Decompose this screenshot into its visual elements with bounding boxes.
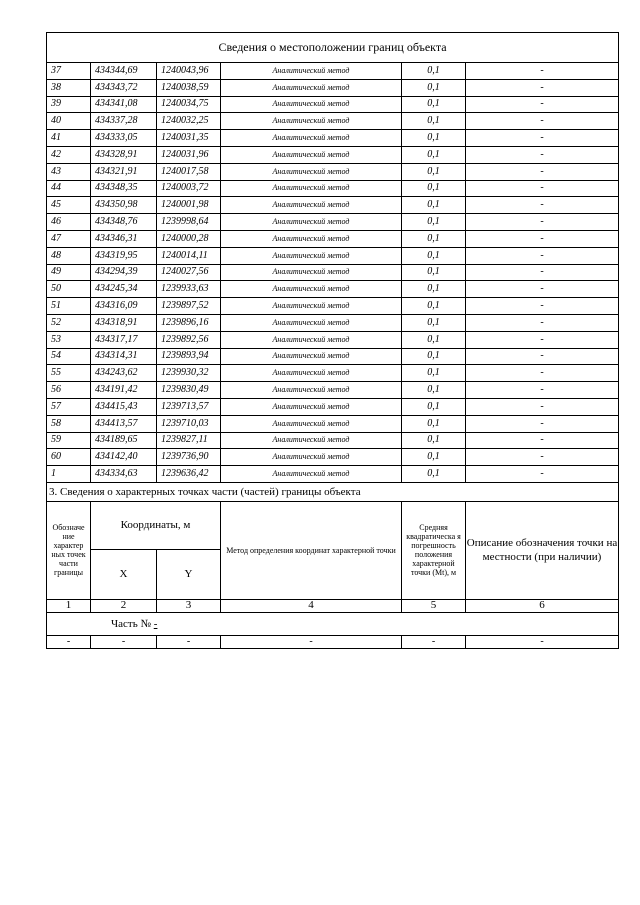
coord-x: 434341,08 [91, 96, 157, 113]
description: - [466, 281, 619, 298]
description: - [466, 79, 619, 96]
coord-y: 1240031,96 [157, 146, 221, 163]
method: Аналитический метод [221, 365, 402, 382]
table-row [47, 96, 619, 113]
description: - [466, 96, 619, 113]
error-value: 0,1 [402, 247, 466, 264]
table-row [47, 79, 619, 96]
coord-y: 1239636,42 [157, 466, 221, 483]
error-value: 0,1 [402, 163, 466, 180]
col-number: 5 [402, 599, 466, 612]
part-row [47, 612, 619, 635]
method: Аналитический метод [221, 398, 402, 415]
error-value: 0,1 [402, 230, 466, 247]
part-value: - [153, 617, 158, 630]
error-value: 0,1 [402, 449, 466, 466]
section-3-title: 3. Сведения о характерных точках части (частей) границы объекта [47, 482, 619, 501]
method: Аналитический метод [221, 230, 402, 247]
method: Аналитический метод [221, 79, 402, 96]
coord-y: 1239827,11 [157, 432, 221, 449]
description: - [466, 197, 619, 214]
table-row [47, 466, 619, 483]
error-value: 0,1 [402, 113, 466, 130]
description: - [466, 466, 619, 483]
coord-x: 434318,91 [91, 314, 157, 331]
coord-x: 434191,42 [91, 382, 157, 399]
table-row [47, 163, 619, 180]
coord-x: 434334,63 [91, 466, 157, 483]
table-title: Сведения о местоположении границ объекта [47, 33, 619, 63]
point-number: 56 [47, 382, 91, 399]
error-value: 0,1 [402, 348, 466, 365]
coord-x: 434350,98 [91, 197, 157, 214]
empty-cell: - [47, 635, 91, 648]
point-number: 47 [47, 230, 91, 247]
header-coords: Координаты, м [91, 501, 221, 549]
empty-part-row [47, 635, 619, 648]
coord-y: 1239933,63 [157, 281, 221, 298]
table-row [47, 264, 619, 281]
point-number: 39 [47, 96, 91, 113]
coord-y: 1239998,64 [157, 214, 221, 231]
error-value: 0,1 [402, 214, 466, 231]
table-row [47, 180, 619, 197]
header-x: X [91, 549, 157, 599]
empty-cell: - [466, 635, 619, 648]
error-value: 0,1 [402, 466, 466, 483]
point-number: 1 [47, 466, 91, 483]
method: Аналитический метод [221, 130, 402, 147]
description: - [466, 432, 619, 449]
method: Аналитический метод [221, 281, 402, 298]
error-value: 0,1 [402, 63, 466, 80]
coord-y: 1239896,16 [157, 314, 221, 331]
description: - [466, 398, 619, 415]
error-value: 0,1 [402, 365, 466, 382]
table-row [47, 247, 619, 264]
error-value: 0,1 [402, 180, 466, 197]
table-row [47, 314, 619, 331]
table-row [47, 130, 619, 147]
table-row [47, 281, 619, 298]
method: Аналитический метод [221, 113, 402, 130]
point-number: 60 [47, 449, 91, 466]
description: - [466, 163, 619, 180]
col-number: 1 [47, 599, 91, 612]
header-row-1 [47, 501, 619, 549]
description: - [466, 146, 619, 163]
coord-y: 1240032,25 [157, 113, 221, 130]
point-number: 52 [47, 314, 91, 331]
point-number: 50 [47, 281, 91, 298]
coord-x: 434328,91 [91, 146, 157, 163]
empty-cell: - [402, 635, 466, 648]
method: Аналитический метод [221, 96, 402, 113]
header-method: Метод определения координат характерной точки [221, 501, 402, 599]
description: - [466, 214, 619, 231]
table-row [47, 197, 619, 214]
point-number: 41 [47, 130, 91, 147]
description: - [466, 449, 619, 466]
col-number: 3 [157, 599, 221, 612]
coord-y: 1240027,56 [157, 264, 221, 281]
error-value: 0,1 [402, 432, 466, 449]
section-3-title-row [47, 482, 619, 501]
description: - [466, 382, 619, 399]
error-value: 0,1 [402, 281, 466, 298]
point-number: 59 [47, 432, 91, 449]
coord-y: 1239897,52 [157, 298, 221, 315]
coord-y: 1240003,72 [157, 180, 221, 197]
description: - [466, 331, 619, 348]
coord-x: 434294,39 [91, 264, 157, 281]
description: - [466, 365, 619, 382]
coord-y: 1239710,03 [157, 415, 221, 432]
header-point: Обозначе ние характер ных точек части границы [47, 501, 91, 599]
description: - [466, 247, 619, 264]
coord-x: 434245,34 [91, 281, 157, 298]
header-y: Y [157, 549, 221, 599]
table-title-row [47, 33, 619, 63]
coord-x: 434314,31 [91, 348, 157, 365]
coord-x: 434344,69 [91, 63, 157, 80]
description: - [466, 113, 619, 130]
coord-x: 434317,17 [91, 331, 157, 348]
coord-x: 434337,28 [91, 113, 157, 130]
coord-x: 434333,05 [91, 130, 157, 147]
coord-x: 434343,72 [91, 79, 157, 96]
coord-x: 434316,09 [91, 298, 157, 315]
coord-x: 434415,43 [91, 398, 157, 415]
method: Аналитический метод [221, 331, 402, 348]
description: - [466, 264, 619, 281]
coord-x: 434189,65 [91, 432, 157, 449]
point-number: 43 [47, 163, 91, 180]
description: - [466, 63, 619, 80]
coord-y: 1239736,90 [157, 449, 221, 466]
col-number: 4 [221, 599, 402, 612]
table-row [47, 214, 619, 231]
coord-y: 1240017,58 [157, 163, 221, 180]
description: - [466, 348, 619, 365]
method: Аналитический метод [221, 466, 402, 483]
method: Аналитический метод [221, 163, 402, 180]
error-value: 0,1 [402, 298, 466, 315]
description: - [466, 415, 619, 432]
coordinates-sheet [46, 32, 618, 649]
error-value: 0,1 [402, 398, 466, 415]
coord-y: 1240001,98 [157, 197, 221, 214]
table-row [47, 146, 619, 163]
method: Аналитический метод [221, 314, 402, 331]
point-number: 58 [47, 415, 91, 432]
table-row [47, 230, 619, 247]
error-value: 0,1 [402, 79, 466, 96]
table-row [47, 348, 619, 365]
description: - [466, 130, 619, 147]
error-value: 0,1 [402, 314, 466, 331]
coord-y: 1240034,75 [157, 96, 221, 113]
coord-x: 434348,35 [91, 180, 157, 197]
description: - [466, 230, 619, 247]
point-number: 55 [47, 365, 91, 382]
point-number: 57 [47, 398, 91, 415]
table-row [47, 398, 619, 415]
method: Аналитический метод [221, 382, 402, 399]
method: Аналитический метод [221, 348, 402, 365]
coord-x: 434243,62 [91, 365, 157, 382]
empty-cell: - [157, 635, 221, 648]
error-value: 0,1 [402, 415, 466, 432]
part-label-cell [47, 612, 619, 635]
point-number: 42 [47, 146, 91, 163]
column-numbers-row [47, 599, 619, 612]
header-desc: Описание обозначения точки на местности (при наличии) [466, 501, 619, 599]
method: Аналитический метод [221, 432, 402, 449]
coord-x: 434346,31 [91, 230, 157, 247]
table-row [47, 63, 619, 80]
coord-y: 1240038,59 [157, 79, 221, 96]
point-number: 40 [47, 113, 91, 130]
header-error: Средняя квадратическа я погрешность положения характерной точки (Mt), м [402, 501, 466, 599]
point-number: 49 [47, 264, 91, 281]
error-value: 0,1 [402, 96, 466, 113]
description: - [466, 314, 619, 331]
table-row [47, 415, 619, 432]
point-number: 37 [47, 63, 91, 80]
empty-cell: - [91, 635, 157, 648]
coord-x: 434142,40 [91, 449, 157, 466]
method: Аналитический метод [221, 415, 402, 432]
table-row [47, 449, 619, 466]
error-value: 0,1 [402, 264, 466, 281]
point-number: 38 [47, 79, 91, 96]
method: Аналитический метод [221, 449, 402, 466]
coord-y: 1239930,32 [157, 365, 221, 382]
method: Аналитический метод [221, 197, 402, 214]
method: Аналитический метод [221, 63, 402, 80]
coord-y: 1240043,96 [157, 63, 221, 80]
method: Аналитический метод [221, 247, 402, 264]
col-number: 2 [91, 599, 157, 612]
method: Аналитический метод [221, 146, 402, 163]
coord-y: 1240000,28 [157, 230, 221, 247]
coord-x: 434348,76 [91, 214, 157, 231]
error-value: 0,1 [402, 130, 466, 147]
coord-y: 1239893,94 [157, 348, 221, 365]
boundary-table [46, 32, 619, 649]
point-number: 48 [47, 247, 91, 264]
point-number: 45 [47, 197, 91, 214]
point-number: 46 [47, 214, 91, 231]
description: - [466, 298, 619, 315]
empty-cell: - [221, 635, 402, 648]
coord-y: 1240014,11 [157, 247, 221, 264]
point-number: 51 [47, 298, 91, 315]
point-number: 44 [47, 180, 91, 197]
coord-y: 1239713,57 [157, 398, 221, 415]
coord-x: 434413,57 [91, 415, 157, 432]
method: Аналитический метод [221, 180, 402, 197]
table-row [47, 365, 619, 382]
coord-x: 434319,95 [91, 247, 157, 264]
method: Аналитический метод [221, 214, 402, 231]
table-row [47, 382, 619, 399]
table-row [47, 113, 619, 130]
error-value: 0,1 [402, 197, 466, 214]
table-row [47, 331, 619, 348]
coord-y: 1240031,35 [157, 130, 221, 147]
col-number: 6 [466, 599, 619, 612]
coord-x: 434321,91 [91, 163, 157, 180]
method: Аналитический метод [221, 298, 402, 315]
description: - [466, 180, 619, 197]
coord-y: 1239892,56 [157, 331, 221, 348]
error-value: 0,1 [402, 331, 466, 348]
table-row [47, 298, 619, 315]
part-label: Часть № [111, 617, 151, 630]
point-number: 53 [47, 331, 91, 348]
error-value: 0,1 [402, 146, 466, 163]
error-value: 0,1 [402, 382, 466, 399]
method: Аналитический метод [221, 264, 402, 281]
coord-y: 1239830,49 [157, 382, 221, 399]
table-row [47, 432, 619, 449]
point-number: 54 [47, 348, 91, 365]
